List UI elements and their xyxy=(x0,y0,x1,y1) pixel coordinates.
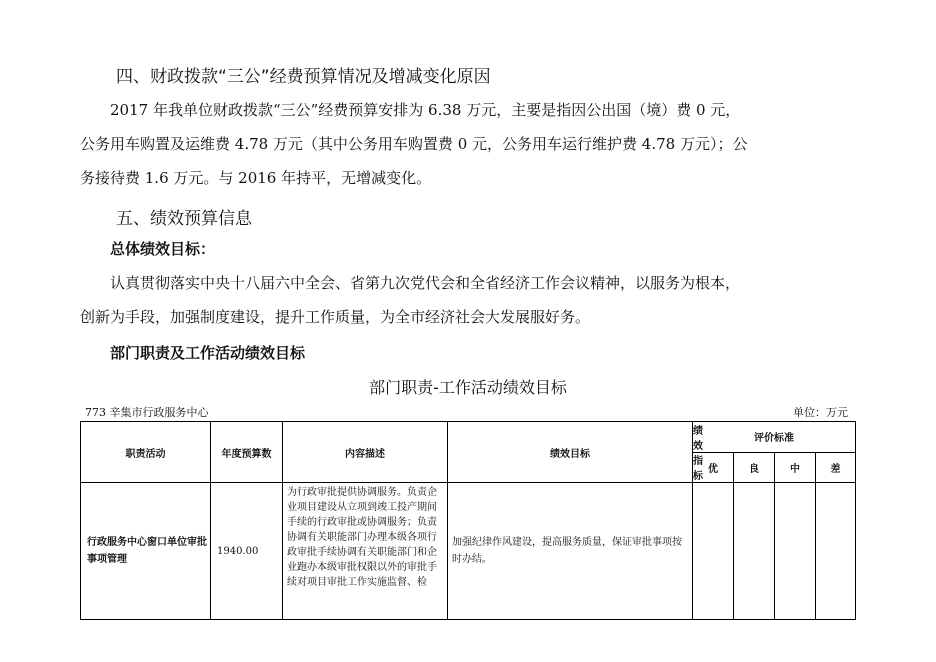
overall-goal-paragraph xyxy=(80,266,860,334)
org-name: 773 辛集市行政服务中心 xyxy=(85,406,209,419)
cell-poor xyxy=(816,483,856,620)
dept-goal-label: 部门职责及工作活动绩效目标 xyxy=(110,344,306,362)
overall-goal-line-1: 认真贯彻落实中央十八届六中全会、省第九次党代会和全省经济工作会议精神，以服务为根本， xyxy=(110,274,741,292)
cell-goal: 加强纪律作风建设，提高服务质量，保证审批事项按时办结。 xyxy=(448,483,693,620)
cell-description: 为行政审批提供协调服务。负责企业项目建设从立项到竣工投产期间手续的行政审批或协调服务；负责协调有关职能部门办理本级各项行政审批手续协调有关职能部门和企业跑办本级审批权限以外的审批手续对项目审批工作实施监督、检 xyxy=(283,483,448,620)
cell-good xyxy=(734,483,775,620)
section4-line-1: 2017 年我单位财政拨款“三公”经费预算安排为 6.38 万元，主要是指因公出国（境）费 0 元， xyxy=(110,101,741,119)
performance-table: 职责活动 年度预算数 内容描述 绩效目标 绩效指标 评价标准 优 良 中 差 行政服务中心窗口单位审批事项管理 1940.00 为行政审批提供协调服务。负责企业项目建设从立项到竣工投产期间手续的行政审批或协调服务；负责协调有关职能部门办理本级各项行政审批手续协调有关职能部门和企业跑办本级审批权限以外的审批手续对项目审批工作实施监督、检 加强纪律作风建设，提高服务质量，保证审批事项按时办结。 xyxy=(80,421,856,620)
cell-activity: 行政服务中心窗口单位审批事项管理 xyxy=(81,483,211,620)
header-goal: 绩效目标 xyxy=(448,422,693,483)
header-good: 良 xyxy=(734,452,775,483)
section4-heading: 四、财政拨款“三公”经费预算情况及增减变化原因 xyxy=(116,67,491,87)
header-excellent: 优 xyxy=(693,452,734,483)
section5-heading: 五、绩效预算信息 xyxy=(116,209,252,229)
header-budget: 年度预算数 xyxy=(211,422,283,483)
overall-goal-label: 总体绩效目标： xyxy=(110,240,216,258)
unit-label: 单位：万元 xyxy=(793,406,848,419)
header-standard: 评价标准 xyxy=(693,422,856,453)
cell-budget: 1940.00 xyxy=(211,483,283,620)
cell-excellent xyxy=(693,483,734,620)
section4-line-3: 务接待费 1.6 万元。与 2016 年持平，无增减变化。 xyxy=(80,169,432,187)
header-description: 内容描述 xyxy=(283,422,448,483)
section4-line-2: 公务用车购置及运维费 4.78 万元（其中公务用车购置费 0 元，公务用车运行维护费 4.78 万元）；公 xyxy=(80,135,748,153)
header-medium: 中 xyxy=(775,452,816,483)
overall-goal-line-2: 创新为手段，加强制度建设，提升工作质量，为全市经济社会大发展服好务。 xyxy=(80,308,591,326)
header-activity: 职责活动 xyxy=(81,422,211,483)
cell-medium xyxy=(775,483,816,620)
header-poor: 差 xyxy=(816,452,856,483)
table-title: 部门职责-工作活动绩效目标 xyxy=(369,378,567,397)
table-row xyxy=(81,483,856,620)
section4-paragraph xyxy=(80,93,860,195)
